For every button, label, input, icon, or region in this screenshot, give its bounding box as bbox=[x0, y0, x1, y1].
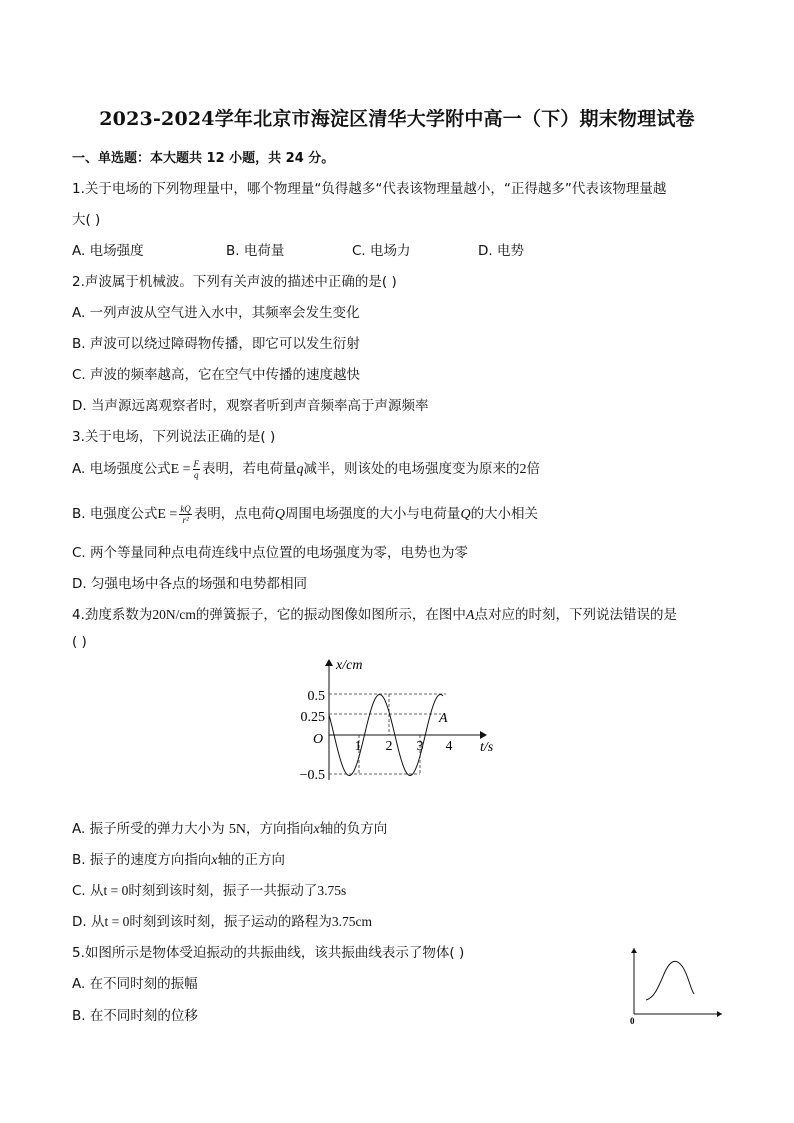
q4c-value: 3.75s bbox=[317, 883, 347, 898]
q1-option-b[interactable]: B. 电荷量 bbox=[226, 243, 285, 259]
q3b-lhs: E = bbox=[157, 507, 178, 522]
q3b-num: kQ bbox=[180, 503, 191, 514]
q3-option-b[interactable] bbox=[72, 502, 538, 525]
q4c-t: t = 0 bbox=[103, 883, 129, 898]
q2-option-b[interactable]: B. 声波可以绕过障碍物传播，即它可以发生衍射 bbox=[72, 336, 360, 352]
q4-stem-b: 的弹簧振子，它的振动图像如图所示，在图中 bbox=[195, 607, 466, 623]
q5-origin-label: 0 bbox=[630, 1016, 635, 1026]
q1-stem-line1: 1.关于电场的下列物理量中，哪个物理量“负得越多“代表该物理量越小，“正得越多”代表该物理量越 bbox=[72, 181, 667, 197]
q3-option-c[interactable]: C. 两个等量同种点电荷连线中点位置的电场强度为零，电势也为零 bbox=[72, 545, 469, 561]
q3a-num: F bbox=[193, 458, 200, 469]
q3b-var1: Q bbox=[274, 507, 285, 522]
x-tick-2: 2 bbox=[385, 739, 393, 754]
y-tick-0.5: 0.5 bbox=[307, 689, 325, 704]
q4-option-b[interactable] bbox=[72, 848, 285, 869]
x-tick-1: 1 bbox=[354, 739, 362, 754]
q4d-b: 时刻到该时刻，振子运动的路程为 bbox=[129, 914, 332, 930]
q4b-a: B. 振子的速度方向指向 bbox=[72, 852, 212, 868]
q3-stem: 3.关于电场，下列说法正确的是( ) bbox=[72, 429, 276, 445]
origin-label: O bbox=[313, 732, 324, 747]
q4d-value: 3.75cm bbox=[331, 914, 372, 929]
q3a-value: 2 bbox=[519, 462, 527, 477]
q4-stem-c: 点对应的时刻，下列说法错误的是 bbox=[474, 607, 677, 623]
q2-option-c[interactable]: C. 声波的频率越高，它在空气中传播的速度越快 bbox=[72, 367, 361, 383]
x-axis-label: t/s bbox=[480, 740, 494, 755]
y-tick-0.25: 0.25 bbox=[300, 710, 325, 725]
q2-stem: 2.声波属于机械波。下列有关声波的描述中正确的是( ) bbox=[72, 274, 397, 290]
q4a-b: ，方向指向 bbox=[246, 821, 314, 837]
q3a-suffix-a: 表明，若电荷量 bbox=[202, 461, 297, 477]
q4d-a: D. 从 bbox=[72, 914, 105, 930]
q4-stem-line1 bbox=[72, 603, 677, 624]
resonance-curve bbox=[646, 961, 694, 1000]
q1-option-d[interactable]: D. 电势 bbox=[478, 243, 524, 259]
q4-k-value: 20N/cm bbox=[152, 607, 196, 622]
q4a-value: 5N bbox=[228, 822, 246, 837]
section-heading: 一、单选题：本大题共 12 小题，共 24 分。 bbox=[72, 151, 335, 166]
q4a-x: x bbox=[313, 822, 320, 837]
q4c-a: C. 从 bbox=[72, 883, 104, 899]
q1-option-a[interactable]: A. 电场强度 bbox=[72, 243, 144, 259]
q4a-a: A. 振子所受的弹力大小为 bbox=[72, 821, 229, 837]
q4b-x: x bbox=[211, 853, 218, 868]
q4c-b: 时刻到该时刻，振子一共振动了 bbox=[128, 883, 318, 899]
q3b-suffix-b: 周围电场强度的大小与电荷量 bbox=[284, 506, 461, 522]
q2-option-d[interactable]: D. 当声源远离观察者时，观察者听到声音频率高于声源频率 bbox=[72, 398, 429, 414]
x-tick-4: 4 bbox=[445, 739, 453, 754]
q4-vibration-graph bbox=[290, 652, 510, 792]
page-title: 2023-2024学年北京市海淀区清华大学附中高一（下）期末物理试卷 bbox=[99, 108, 695, 130]
q3b-fraction bbox=[179, 504, 192, 525]
point-a-label: A bbox=[439, 711, 448, 726]
q3-option-d[interactable]: D. 匀强电场中各点的场强和电势都相同 bbox=[72, 576, 307, 592]
q4b-b: 轴的正方向 bbox=[217, 852, 286, 868]
q5-resonance-graph bbox=[622, 944, 726, 1026]
q3a-var: q bbox=[296, 462, 304, 477]
q3a-suffix-b: 减半，则该处的电场强度变为原来的 bbox=[303, 461, 520, 477]
q3a-prefix: A. 电场强度公式 bbox=[72, 461, 171, 477]
q4d-t: t = 0 bbox=[104, 914, 130, 929]
q4-option-c[interactable] bbox=[72, 879, 346, 899]
y-tick-neg0.5: −0.5 bbox=[299, 768, 325, 783]
x-tick-3: 3 bbox=[416, 739, 424, 754]
q4-option-d[interactable] bbox=[72, 910, 372, 930]
q3a-fraction bbox=[193, 459, 201, 480]
q2-option-a[interactable]: A. 一列声波从空气进入水中，其频率会发生变化 bbox=[72, 305, 360, 321]
q3b-suffix-c: 的大小相关 bbox=[470, 506, 539, 522]
q4-point: A bbox=[465, 608, 475, 623]
q3b-den: r² bbox=[182, 514, 189, 525]
q5-option-b[interactable]: B. 在不同时刻的位移 bbox=[72, 1008, 198, 1024]
y-axis-label: x/cm bbox=[336, 658, 363, 673]
q4-stem-a: 4.劲度系数为 bbox=[72, 607, 153, 623]
q3a-den: q bbox=[194, 469, 199, 480]
q4a-c: 轴的负方向 bbox=[319, 821, 388, 837]
q4-stem-line2: ( ) bbox=[72, 634, 87, 650]
q3b-suffix-a: 表明，点电荷 bbox=[193, 506, 275, 522]
q1-stem-line2: 大( ) bbox=[72, 212, 101, 228]
q5-stem: 5.如图所示是物体受迫振动的共振曲线，该共振曲线表示了物体( ) bbox=[72, 945, 465, 961]
q1-option-c[interactable]: C. 电场力 bbox=[352, 243, 411, 259]
q3-option-a[interactable] bbox=[72, 457, 540, 480]
q3a-lhs: E = bbox=[170, 462, 191, 477]
q5-option-a[interactable]: A. 在不同时刻的振幅 bbox=[72, 976, 198, 992]
q4-option-a[interactable] bbox=[72, 817, 387, 838]
q3b-prefix: B. 电强度公式 bbox=[72, 506, 158, 522]
q3a-suffix-c: 倍 bbox=[526, 461, 541, 477]
q3b-var2: Q bbox=[460, 507, 471, 522]
